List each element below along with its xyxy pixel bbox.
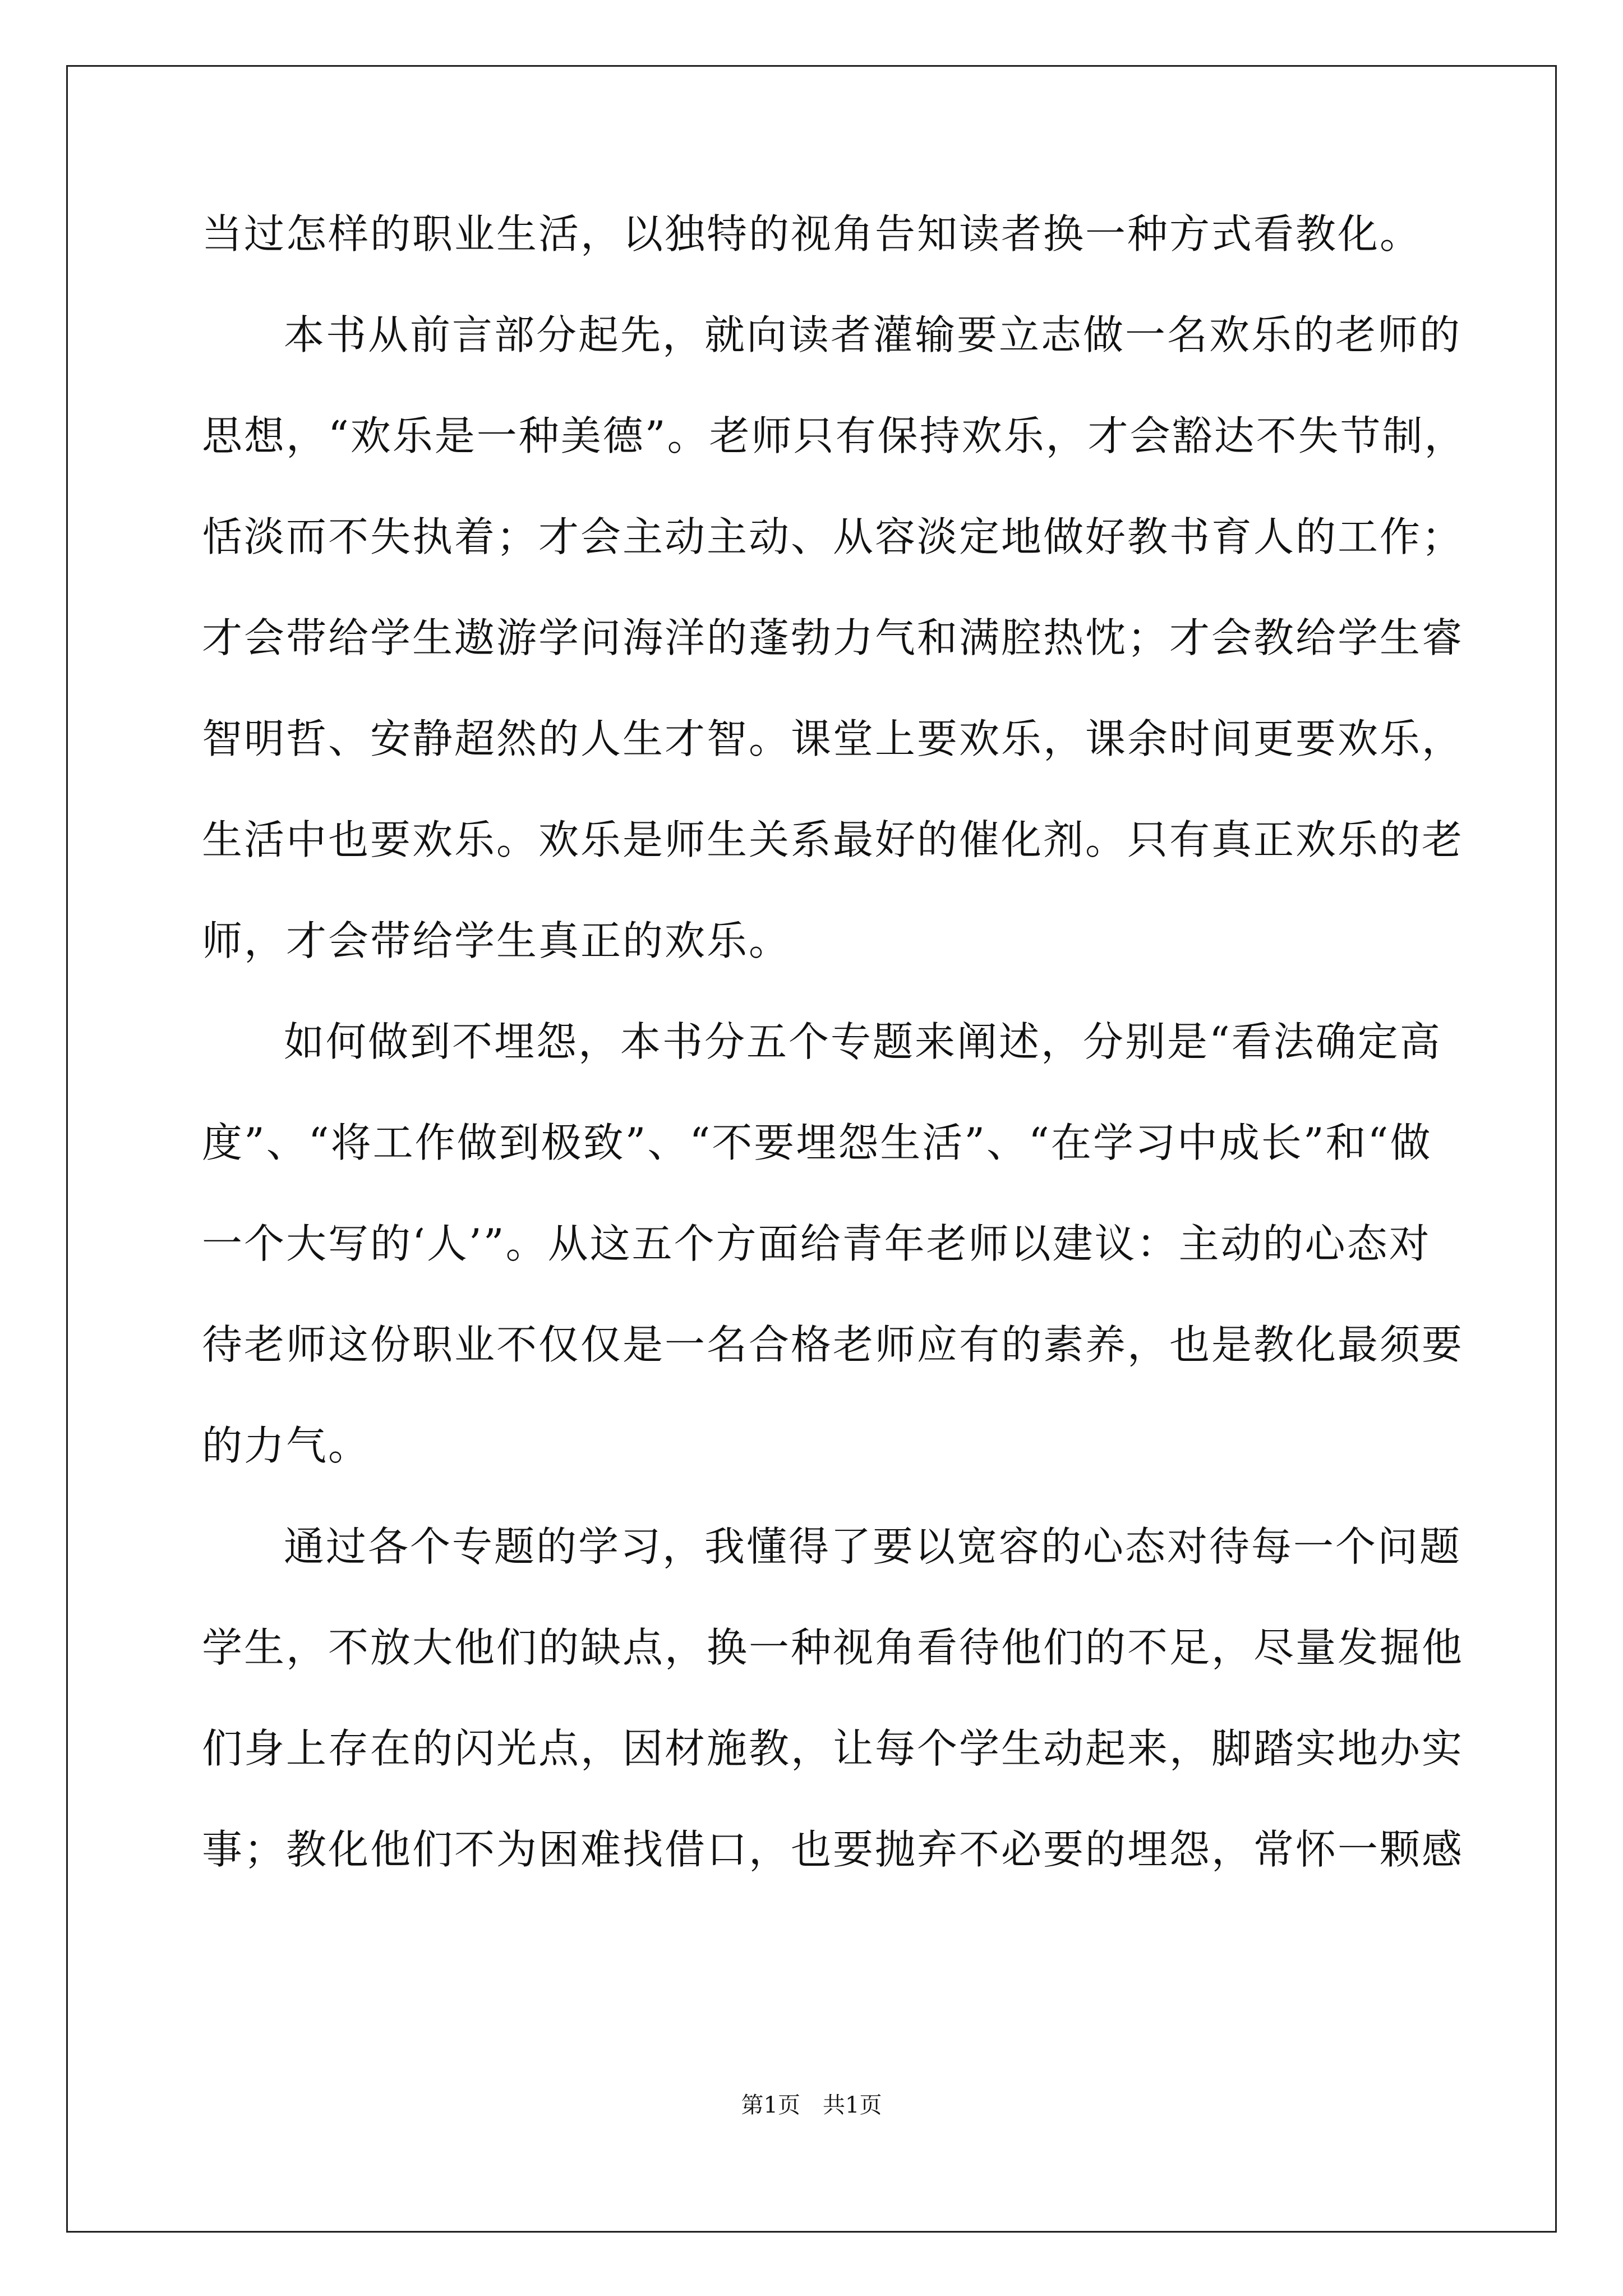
- text-line: 的力气。: [202, 1422, 371, 1469]
- page-number: 第1页 共1页: [741, 2092, 882, 2118]
- text-line: 思想，“欢乐是一种美德”。老师只有保持欢乐，才会豁达不失节制，: [202, 412, 1467, 459]
- text-line: 如何做到不埋怨，本书分五个专题来阐述，分别是“看法确定高: [284, 1018, 1442, 1065]
- text-line: 学生，不放大他们的缺点，换一种视角看待他们的不足，尽量发掘他: [202, 1624, 1464, 1671]
- text-line: 才会带给学生遨游学问海洋的蓬勃力气和满腔热忱；才会教给学生睿: [202, 614, 1464, 661]
- text-line: 生活中也要欢乐。欢乐是师生关系最好的催化剂。只有真正欢乐的老: [202, 816, 1464, 863]
- text-line: 恬淡而不失执着；才会主动主动、从容淡定地做好教书育人的工作；: [202, 513, 1464, 560]
- text-line: 通过各个专题的学习，我懂得了要以宽容的心态对待每一个问题: [284, 1523, 1462, 1570]
- text-line: 智明哲、安静超然的人生才智。课堂上要欢乐，课余时间更要欢乐，: [202, 715, 1464, 762]
- text-line: 待老师这份职业不仅仅是一名合格老师应有的素养，也是教化最须要: [202, 1321, 1464, 1368]
- text-line: 当过怎样的职业生活，以独特的视角告知读者换一种方式看教化。: [202, 210, 1422, 257]
- text-line: 事；教化他们不为困难找借口，也要抛弃不必要的埋怨，常怀一颗感: [202, 1826, 1464, 1873]
- text-line: 本书从前言部分起先，就向读者灌输要立志做一名欢乐的老师的: [284, 311, 1462, 358]
- text-line: 们身上存在的闪光点，因材施教，让每个学生动起来，脚踏实地办实: [202, 1725, 1464, 1772]
- text-line: 师，才会带给学生真正的欢乐。: [202, 917, 791, 964]
- text-line: 一个大写的‘人’”。从这五个方面给青年老师以建议：主动的心态对: [202, 1220, 1431, 1267]
- text-line: 度”、“将工作做到极致”、“不要埋怨生活”、“在学习中成长”和“做: [202, 1119, 1432, 1166]
